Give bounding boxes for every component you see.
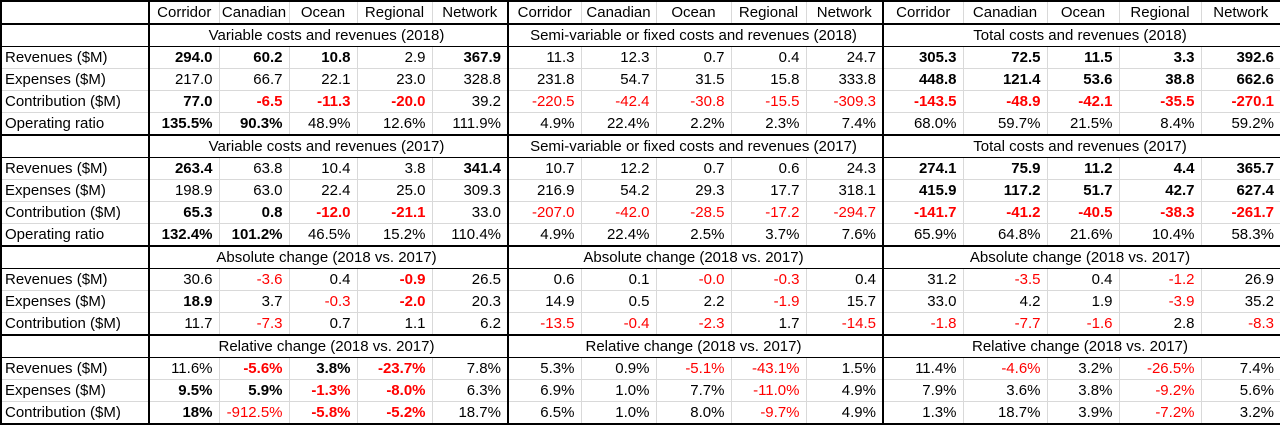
cell: 24.7	[806, 47, 883, 69]
cell: 1.0%	[581, 380, 656, 402]
cell: 392.6	[1201, 47, 1280, 69]
cell: 1.1	[357, 313, 432, 336]
section-title: Absolute change (2018 vs. 2017)	[883, 246, 1280, 269]
cell: 11.3	[508, 47, 581, 69]
column-header: Ocean	[289, 1, 357, 24]
table-row	[1, 91, 1280, 113]
cell: 26.9	[1201, 269, 1280, 291]
cell: 11.6%	[149, 358, 219, 380]
column-header: Network	[806, 1, 883, 24]
cell: 33.0	[883, 291, 963, 313]
cell: -2.3	[656, 313, 731, 336]
cell: 0.6	[508, 269, 581, 291]
cell: 217.0	[149, 69, 219, 91]
cell: 14.9	[508, 291, 581, 313]
section-title: Total costs and revenues (2018)	[883, 24, 1280, 47]
cell: 54.7	[581, 69, 656, 91]
cell: 6.2	[432, 313, 508, 336]
cell: 8.0%	[656, 402, 731, 425]
cell: 8.4%	[1119, 113, 1201, 136]
cell: 274.1	[883, 158, 963, 180]
cell: 65.9%	[883, 224, 963, 247]
cell: -43.1%	[731, 358, 806, 380]
cell: -0.3	[289, 291, 357, 313]
cell: 0.4	[731, 47, 806, 69]
cell: 7.9%	[883, 380, 963, 402]
cell: -1.2	[1119, 269, 1201, 291]
cell: 77.0	[149, 91, 219, 113]
cell: 64.8%	[963, 224, 1047, 247]
cell: 309.3	[432, 180, 508, 202]
cell: 10.7	[508, 158, 581, 180]
table-row	[1, 291, 1280, 313]
cell: 365.7	[1201, 158, 1280, 180]
cell: 3.9%	[1047, 402, 1119, 425]
cell: -220.5	[508, 91, 581, 113]
cell: 2.5%	[656, 224, 731, 247]
section-title: Relative change (2018 vs. 2017)	[883, 335, 1280, 358]
cell: 111.9%	[432, 113, 508, 136]
cell: -141.7	[883, 202, 963, 224]
section-title: Semi-variable or fixed costs and revenues (2017)	[508, 135, 883, 158]
table-row	[1, 269, 1280, 291]
cell: 0.7	[656, 47, 731, 69]
cell: 294.0	[149, 47, 219, 69]
cell: 75.9	[963, 158, 1047, 180]
cell: 367.9	[432, 47, 508, 69]
cell: -3.5	[963, 269, 1047, 291]
row-label: Expenses ($M)	[1, 291, 149, 313]
cell: 101.2%	[219, 224, 289, 247]
cell: -7.3	[219, 313, 289, 336]
cell: 18.7%	[432, 402, 508, 425]
cell: 12.3	[581, 47, 656, 69]
row-label: Contribution ($M)	[1, 313, 149, 336]
table-row	[1, 402, 1280, 425]
cell: -12.0	[289, 202, 357, 224]
table-row	[1, 180, 1280, 202]
cell: -5.2%	[357, 402, 432, 425]
cell: 18.7%	[963, 402, 1047, 425]
cell: 117.2	[963, 180, 1047, 202]
cell: -294.7	[806, 202, 883, 224]
cell: 10.4	[289, 158, 357, 180]
cell: 38.8	[1119, 69, 1201, 91]
cell: 31.2	[883, 269, 963, 291]
cell: 51.7	[1047, 180, 1119, 202]
cell: 333.8	[806, 69, 883, 91]
cell: -17.2	[731, 202, 806, 224]
cell: -8.3	[1201, 313, 1280, 336]
cell: -14.5	[806, 313, 883, 336]
cell: -912.5%	[219, 402, 289, 425]
cell: 3.8	[357, 158, 432, 180]
cell: -26.5%	[1119, 358, 1201, 380]
cell: -13.5	[508, 313, 581, 336]
cell: 1.3%	[883, 402, 963, 425]
cell: 4.2	[963, 291, 1047, 313]
column-header: Regional	[731, 1, 806, 24]
cell: 17.7	[731, 180, 806, 202]
cell: 5.9%	[219, 380, 289, 402]
cell: 2.9	[357, 47, 432, 69]
table-row	[1, 158, 1280, 180]
cell: 63.8	[219, 158, 289, 180]
table-row	[1, 113, 1280, 136]
cell: 15.2%	[357, 224, 432, 247]
cell: 4.9%	[806, 402, 883, 425]
cell: -1.9	[731, 291, 806, 313]
cell: -207.0	[508, 202, 581, 224]
cell: 2.3%	[731, 113, 806, 136]
cell: -0.0	[656, 269, 731, 291]
cell: -270.1	[1201, 91, 1280, 113]
cell: 0.4	[289, 269, 357, 291]
cell: -5.6%	[219, 358, 289, 380]
cell: 7.4%	[1201, 358, 1280, 380]
cell: 662.6	[1201, 69, 1280, 91]
cell: -41.2	[963, 202, 1047, 224]
cell: -1.3%	[289, 380, 357, 402]
cell: 0.4	[1047, 269, 1119, 291]
cell: 29.3	[656, 180, 731, 202]
section-title: Variable costs and revenues (2017)	[149, 135, 508, 158]
section-title-row	[1, 24, 1280, 47]
row-label: Operating ratio	[1, 113, 149, 136]
cell: 0.7	[289, 313, 357, 336]
cell: 46.5%	[289, 224, 357, 247]
cell: 2.2	[656, 291, 731, 313]
cell: 18.9	[149, 291, 219, 313]
cell: 216.9	[508, 180, 581, 202]
cell: 7.8%	[432, 358, 508, 380]
row-label: Expenses ($M)	[1, 380, 149, 402]
cell: 110.4%	[432, 224, 508, 247]
cell: -3.9	[1119, 291, 1201, 313]
row-label: Operating ratio	[1, 224, 149, 247]
cell: 3.3	[1119, 47, 1201, 69]
row-label	[1, 246, 149, 269]
cell: 6.3%	[432, 380, 508, 402]
column-header: Regional	[357, 1, 432, 24]
cell: 4.9%	[508, 113, 581, 136]
cell: -261.7	[1201, 202, 1280, 224]
row-label: Revenues ($M)	[1, 269, 149, 291]
corner-cell	[1, 1, 149, 24]
section-title: Absolute change (2018 vs. 2017)	[508, 246, 883, 269]
column-header: Corridor	[883, 1, 963, 24]
cell: -1.8	[883, 313, 963, 336]
cell: -11.3	[289, 91, 357, 113]
column-header: Network	[1201, 1, 1280, 24]
cell: -40.5	[1047, 202, 1119, 224]
table-row	[1, 69, 1280, 91]
cell: 72.5	[963, 47, 1047, 69]
cell: -5.1%	[656, 358, 731, 380]
cell: 11.7	[149, 313, 219, 336]
cell: 65.3	[149, 202, 219, 224]
row-label: Revenues ($M)	[1, 47, 149, 69]
cell: 305.3	[883, 47, 963, 69]
cell: 3.7%	[731, 224, 806, 247]
row-label	[1, 135, 149, 158]
cell: 1.5%	[806, 358, 883, 380]
cell: 0.6	[731, 158, 806, 180]
cell: -7.7	[963, 313, 1047, 336]
cell: 42.7	[1119, 180, 1201, 202]
cell: 7.7%	[656, 380, 731, 402]
cell: 33.0	[432, 202, 508, 224]
cell: 0.5	[581, 291, 656, 313]
row-label: Contribution ($M)	[1, 402, 149, 425]
cell: 60.2	[219, 47, 289, 69]
row-label: Revenues ($M)	[1, 358, 149, 380]
cell: -30.8	[656, 91, 731, 113]
row-label: Contribution ($M)	[1, 91, 149, 113]
cell: -35.5	[1119, 91, 1201, 113]
table-row	[1, 313, 1280, 336]
cell: -0.9	[357, 269, 432, 291]
row-label	[1, 335, 149, 358]
cell: 15.7	[806, 291, 883, 313]
cell: 11.5	[1047, 47, 1119, 69]
cell: -38.3	[1119, 202, 1201, 224]
cell: 3.8%	[289, 358, 357, 380]
table-row	[1, 47, 1280, 69]
cell: 0.8	[219, 202, 289, 224]
cell: 231.8	[508, 69, 581, 91]
cell: -1.6	[1047, 313, 1119, 336]
column-header: Ocean	[656, 1, 731, 24]
cell: 3.8%	[1047, 380, 1119, 402]
column-header: Corridor	[149, 1, 219, 24]
cell: -42.0	[581, 202, 656, 224]
cell: -15.5	[731, 91, 806, 113]
cell: 3.2%	[1201, 402, 1280, 425]
cell: 3.2%	[1047, 358, 1119, 380]
column-header: Canadian	[581, 1, 656, 24]
cell: -4.6%	[963, 358, 1047, 380]
cell: 5.6%	[1201, 380, 1280, 402]
cell: 59.2%	[1201, 113, 1280, 136]
cell: 121.4	[963, 69, 1047, 91]
table-row	[1, 358, 1280, 380]
cell: 3.7	[219, 291, 289, 313]
column-header: Canadian	[219, 1, 289, 24]
cell: 18%	[149, 402, 219, 425]
cell: 2.2%	[656, 113, 731, 136]
cell: 20.3	[432, 291, 508, 313]
column-header: Regional	[1119, 1, 1201, 24]
cell: 1.9	[1047, 291, 1119, 313]
cell: 12.6%	[357, 113, 432, 136]
cell: 22.1	[289, 69, 357, 91]
cell: 4.9%	[508, 224, 581, 247]
cell: -143.5	[883, 91, 963, 113]
cell: -5.8%	[289, 402, 357, 425]
cell: 4.9%	[806, 380, 883, 402]
cell: 0.1	[581, 269, 656, 291]
cell: -48.9	[963, 91, 1047, 113]
cell: 31.5	[656, 69, 731, 91]
cell: -309.3	[806, 91, 883, 113]
cell: 22.4%	[581, 224, 656, 247]
table-row	[1, 202, 1280, 224]
cell: -11.0%	[731, 380, 806, 402]
section-title-row	[1, 135, 1280, 158]
cell: 66.7	[219, 69, 289, 91]
cell: -6.5	[219, 91, 289, 113]
column-header: Canadian	[963, 1, 1047, 24]
cell: 318.1	[806, 180, 883, 202]
cell: 90.3%	[219, 113, 289, 136]
cell: 0.9%	[581, 358, 656, 380]
section-title-row	[1, 335, 1280, 358]
cell: 0.7	[656, 158, 731, 180]
row-label: Expenses ($M)	[1, 69, 149, 91]
cell: 2.8	[1119, 313, 1201, 336]
cell: 0.4	[806, 269, 883, 291]
table-row	[1, 380, 1280, 402]
row-label: Revenues ($M)	[1, 158, 149, 180]
cell: 10.8	[289, 47, 357, 69]
cell: -42.1	[1047, 91, 1119, 113]
cell: 7.4%	[806, 113, 883, 136]
cell: 263.4	[149, 158, 219, 180]
cell: 59.7%	[963, 113, 1047, 136]
cell: 58.3%	[1201, 224, 1280, 247]
cell: 448.8	[883, 69, 963, 91]
cell: 21.5%	[1047, 113, 1119, 136]
cell: -0.3	[731, 269, 806, 291]
cell: 63.0	[219, 180, 289, 202]
column-header: Corridor	[508, 1, 581, 24]
cell: 35.2	[1201, 291, 1280, 313]
cell: 328.8	[432, 69, 508, 91]
cell: 135.5%	[149, 113, 219, 136]
cell: 7.6%	[806, 224, 883, 247]
column-header: Ocean	[1047, 1, 1119, 24]
cell: 12.2	[581, 158, 656, 180]
cell: -2.0	[357, 291, 432, 313]
section-title-row	[1, 246, 1280, 269]
cell: 11.2	[1047, 158, 1119, 180]
cell: 1.7	[731, 313, 806, 336]
table-row	[1, 224, 1280, 247]
cell: -23.7%	[357, 358, 432, 380]
cell: 22.4	[289, 180, 357, 202]
cell: 23.0	[357, 69, 432, 91]
cell: 9.5%	[149, 380, 219, 402]
cell: 627.4	[1201, 180, 1280, 202]
cell: 48.9%	[289, 113, 357, 136]
section-title: Absolute change (2018 vs. 2017)	[149, 246, 508, 269]
cell: 30.6	[149, 269, 219, 291]
cell: 54.2	[581, 180, 656, 202]
cell: 11.4%	[883, 358, 963, 380]
section-title: Relative change (2018 vs. 2017)	[149, 335, 508, 358]
cell: 26.5	[432, 269, 508, 291]
cell: 3.6%	[963, 380, 1047, 402]
section-title: Variable costs and revenues (2018)	[149, 24, 508, 47]
cell: 53.6	[1047, 69, 1119, 91]
cell: -7.2%	[1119, 402, 1201, 425]
cell: 4.4	[1119, 158, 1201, 180]
column-header-row	[1, 1, 1280, 24]
cell: 68.0%	[883, 113, 963, 136]
cell: 5.3%	[508, 358, 581, 380]
cell: 132.4%	[149, 224, 219, 247]
cell: 198.9	[149, 180, 219, 202]
cell: -8.0%	[357, 380, 432, 402]
section-title: Total costs and revenues (2017)	[883, 135, 1280, 158]
section-title: Relative change (2018 vs. 2017)	[508, 335, 883, 358]
cell: 24.3	[806, 158, 883, 180]
cell: 15.8	[731, 69, 806, 91]
cell: 1.0%	[581, 402, 656, 425]
cell: -28.5	[656, 202, 731, 224]
row-label: Expenses ($M)	[1, 180, 149, 202]
cell: 10.4%	[1119, 224, 1201, 247]
cell: 415.9	[883, 180, 963, 202]
cell: -0.4	[581, 313, 656, 336]
cell: -20.0	[357, 91, 432, 113]
row-label	[1, 24, 149, 47]
cell: -9.7%	[731, 402, 806, 425]
cell: -3.6	[219, 269, 289, 291]
cell: 22.4%	[581, 113, 656, 136]
cell: 6.9%	[508, 380, 581, 402]
cell: 341.4	[432, 158, 508, 180]
section-title: Semi-variable or fixed costs and revenues (2018)	[508, 24, 883, 47]
cell: 21.6%	[1047, 224, 1119, 247]
cell: 6.5%	[508, 402, 581, 425]
cell: -42.4	[581, 91, 656, 113]
cell: 39.2	[432, 91, 508, 113]
cell: 25.0	[357, 180, 432, 202]
column-header: Network	[432, 1, 508, 24]
cell: -21.1	[357, 202, 432, 224]
row-label: Contribution ($M)	[1, 202, 149, 224]
cell: -9.2%	[1119, 380, 1201, 402]
